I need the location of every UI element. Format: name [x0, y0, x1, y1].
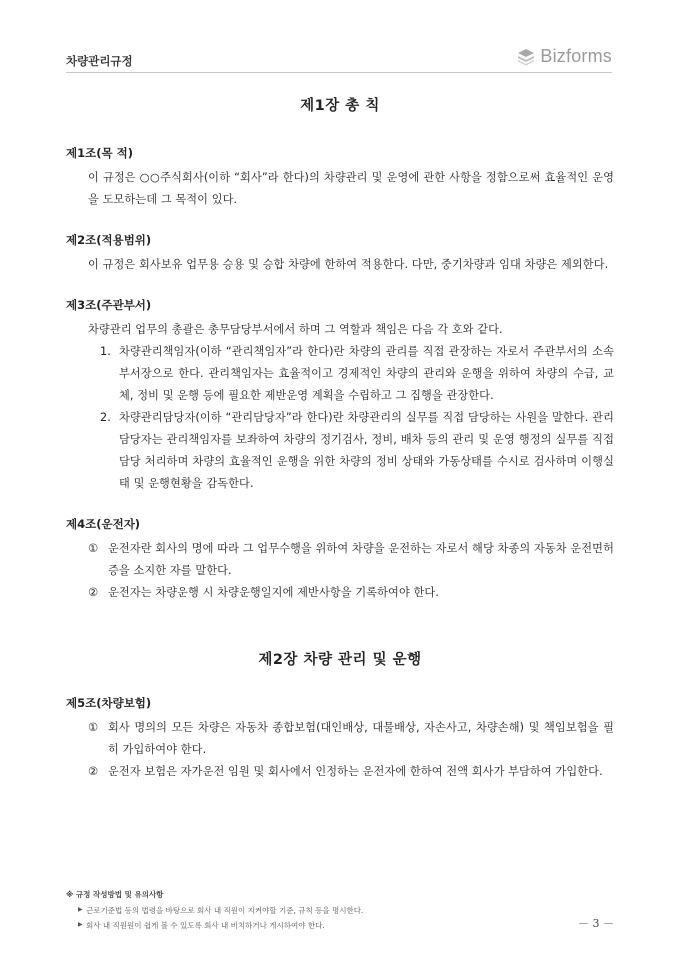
triangle-bullet-icon: ▶: [78, 921, 83, 928]
article-title: 제1조(목 적): [66, 146, 133, 160]
footnote: [66, 889, 614, 935]
document-body: [66, 94, 614, 804]
triangle-bullet-icon: ▶: [78, 906, 83, 913]
footnote-text: 회사 내 직원원이 쉽게 볼 수 있도록 회사 내 비치하거나 게시하여야 한다.: [86, 921, 325, 930]
article-4: [66, 516, 614, 604]
list-item-number: 2.: [100, 411, 111, 424]
page-number: － 3 －: [578, 917, 614, 930]
bizforms-logo-icon: [517, 48, 535, 66]
clause-item: [66, 582, 614, 604]
page-header: [66, 44, 612, 73]
footnote-line: [66, 920, 614, 931]
clause-text: 운전자는 차량운행 시 차량운행일지에 제반사항을 기록하여야 한다.: [108, 586, 439, 599]
clause-number: ①: [88, 721, 99, 734]
clause-text: 운전자란 회사의 명에 따라 그 업무수행을 위하여 차량을 운전하는 자로서 해당 차종의 자동차 운전면허증을 소지한 자를 말한다.: [108, 542, 614, 577]
article-title: 제3조(주관부서): [66, 298, 152, 312]
clause-item: [66, 717, 614, 761]
clause-text: 운전자 보험은 자가운전 임원 및 회사에서 인정하는 운전자에 한하여 전액 회사가 부담하여 가입한다.: [108, 765, 603, 778]
article-2: [66, 232, 614, 276]
clause-number: ②: [88, 765, 99, 778]
article-5: [66, 695, 614, 783]
article-body: 이 규정은 회사보유 업무용 승용 및 승합 차량에 한하여 적용한다. 다만, 중기차량과 임대 차량은 제외한다.: [88, 258, 609, 271]
article-body: 차량관리 업무의 총괄은 총무담당부서에서 하며 그 역할과 책임은 다음 각 호와 같다.: [88, 323, 503, 336]
article-title: 제5조(차량보험): [66, 696, 152, 710]
list-item: [66, 341, 614, 407]
list-item-number: 1.: [100, 345, 111, 358]
bizforms-logo: [517, 46, 612, 67]
list-item-text: 차량관리담당자(이하 “관리담당자”라 한다)란 차량관리의 실무를 직접 담당하는 사원을 말한다. 관리담당자는 관리책임자를 보좌하여 차량의 정기검사, 정비, 배차 등의 관리 및 운영 행정의 실무를 직접 담당 처리하며 차량의 효율적인 운행을 위한 차량의 정비 상태와 가동상태를 수시로 검사하며 이행실태 및 운행현황을 감독한다.: [119, 411, 614, 490]
chapter-title: 제1장 총 칙: [300, 98, 380, 114]
list-item-text: 차량관리책임자(이하 “관리책임자”라 한다)란 차량의 관리를 직접 관장하는 자로서 주관부서의 소속부서장으로 한다. 관리책임자는 효율적이고 경제적인 차량의 관리와 운행을 위하여 차량의 수급, 교체, 정비 및 운행 등에 필요한 제반운영 계획을 수립하고 그 집행을 관장한다.: [119, 345, 614, 402]
logo-text: Bizforms: [540, 46, 612, 66]
clause-item: [66, 538, 614, 582]
chapter-title: 제2장 차량 관리 및 운행: [258, 652, 422, 668]
clause-item: [66, 761, 614, 783]
article-title: 제2조(적용범위): [66, 233, 152, 247]
list-item: [66, 407, 614, 495]
footnote-text: 근로기준법 등의 법령을 바탕으로 회사 내 직원이 지켜야할 기준, 규칙 등을 명시한다.: [86, 906, 364, 915]
article-3: [66, 297, 614, 495]
footnote-line: [66, 905, 614, 916]
article-body: 이 규정은 ○○주식회사(이하 “회사”라 한다)의 차량관리 및 운영에 관한 사항을 정함으로써 효율적인 운영을 도모하는데 그 목적이 있다.: [88, 171, 614, 206]
clause-text: 회사 명의의 모든 차량은 자동차 종합보험(대인배상, 대물배상, 자손사고, 차량손해) 및 책임보험을 필히 가입하여야 한다.: [108, 721, 614, 756]
numbered-list: [66, 341, 614, 495]
footnote-title: ※ 규정 작성방법 및 유의사항: [66, 890, 164, 899]
clause-number: ①: [88, 542, 99, 555]
clause-number: ②: [88, 586, 99, 599]
article-title: 제4조(운전자): [66, 517, 141, 531]
document-title: 차량관리규정: [66, 54, 133, 68]
article-1: [66, 145, 614, 211]
